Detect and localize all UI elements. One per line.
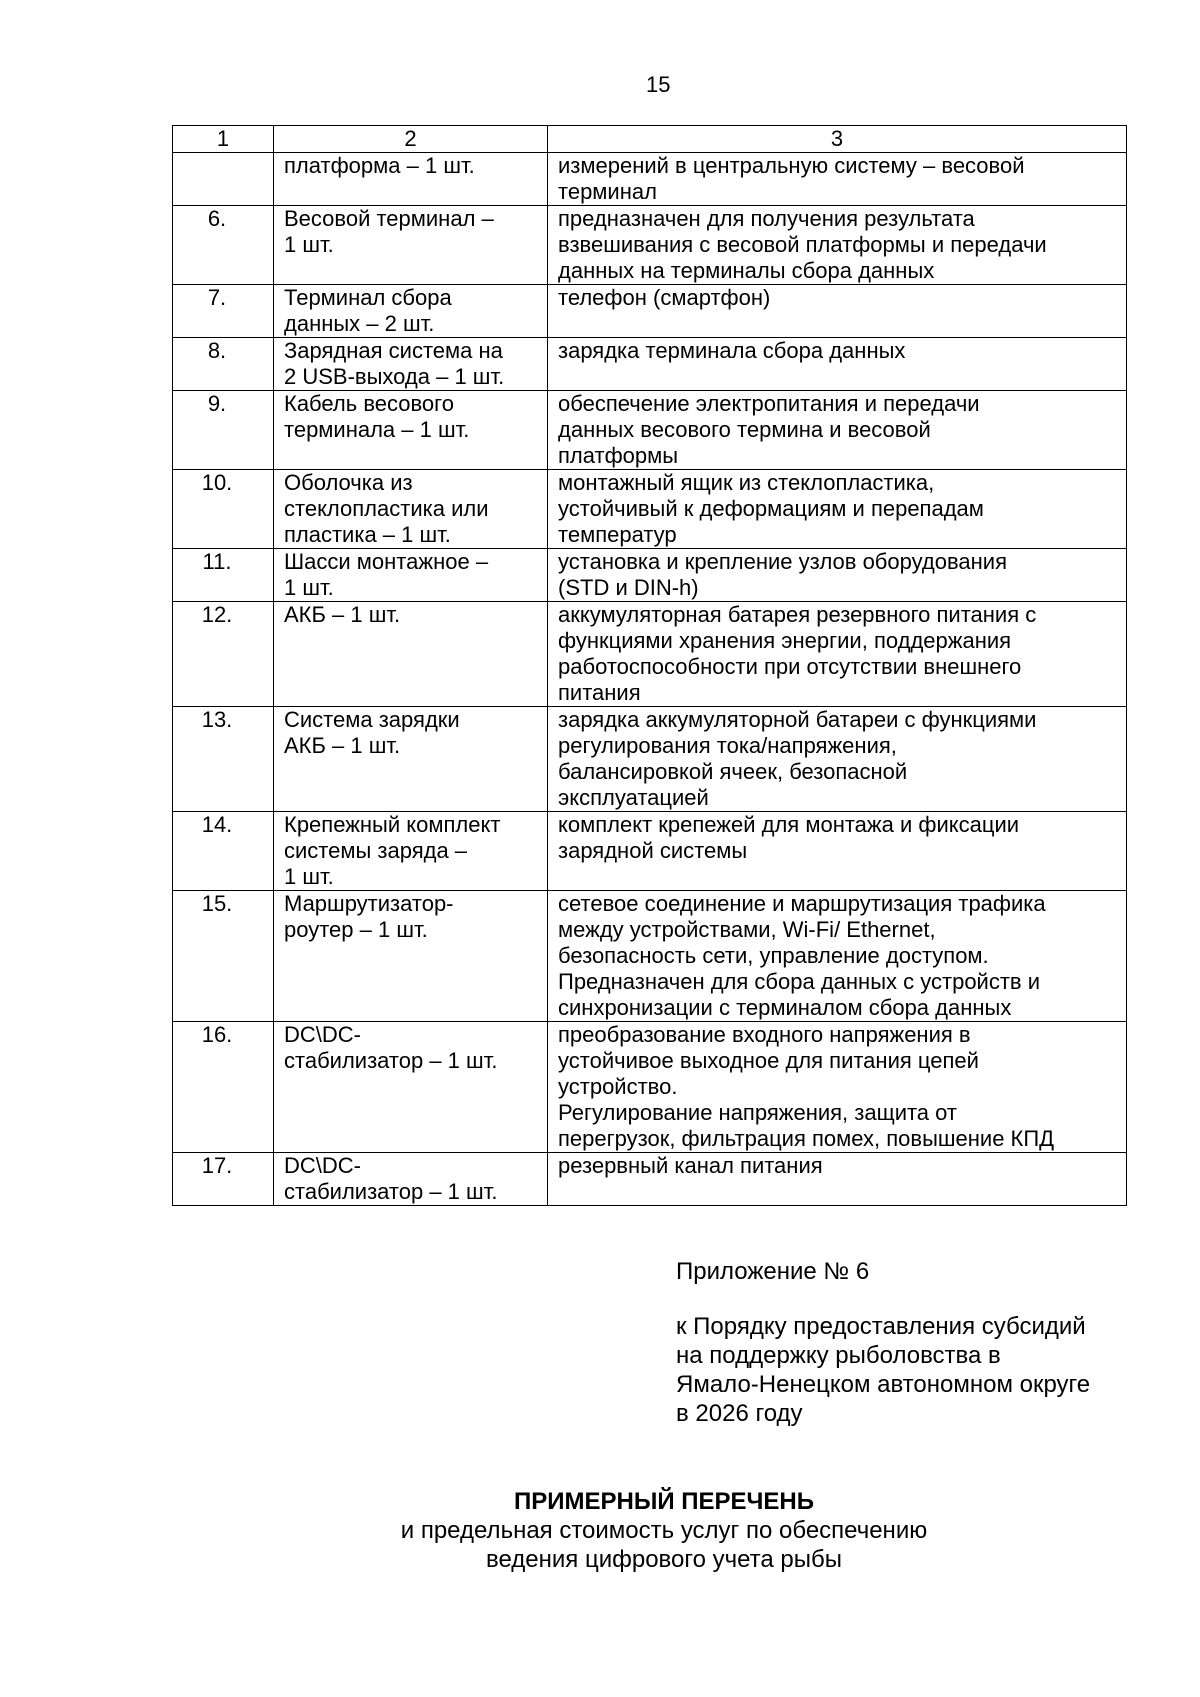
table-row bbox=[173, 812, 1127, 891]
equipment-name-line: Оболочка из bbox=[284, 470, 413, 495]
row-number: 9. bbox=[173, 391, 274, 470]
equipment-name-line: данных – 2 шт. bbox=[284, 311, 435, 336]
equipment-description-line: установка и крепление узлов оборудования bbox=[558, 549, 1008, 574]
document-heading bbox=[172, 1487, 1156, 1574]
table-row bbox=[173, 891, 1127, 1022]
equipment-name bbox=[274, 391, 548, 470]
row-number: 11. bbox=[173, 549, 274, 602]
equipment-description-line: платформы bbox=[558, 443, 679, 468]
equipment-name bbox=[274, 602, 548, 707]
equipment-description-line: зарядка аккумуляторной батареи с функциями bbox=[558, 707, 1037, 732]
equipment-description-line: зарядка терминала сбора данных bbox=[558, 338, 906, 363]
equipment-name-line: пластика – 1 шт. bbox=[284, 522, 451, 547]
heading-line: и предельная стоимость услуг по обеспечению bbox=[400, 1517, 928, 1544]
row-number: 14. bbox=[173, 812, 274, 891]
equipment-description-line: работоспособности при отсутствии внешнего bbox=[558, 654, 1022, 679]
equipment-name-line: Маршрутизатор- bbox=[284, 891, 454, 916]
equipment-description bbox=[548, 812, 1127, 891]
equipment-name bbox=[274, 338, 548, 391]
row-number: 10. bbox=[173, 470, 274, 549]
equipment-name-line: 1 шт. bbox=[284, 864, 334, 889]
equipment-description-line: монтажный ящик из стеклопластика, bbox=[558, 470, 935, 495]
equipment-name-line: АКБ – 1 шт. bbox=[284, 733, 401, 758]
equipment-description bbox=[548, 391, 1127, 470]
equipment-description bbox=[548, 549, 1127, 602]
appendix-line: Ямало-Ненецком автономном округе bbox=[676, 1371, 1091, 1398]
equipment-name bbox=[274, 153, 548, 206]
equipment-description-line: температур bbox=[558, 522, 677, 547]
equipment-table bbox=[172, 125, 1127, 1206]
equipment-description bbox=[548, 602, 1127, 707]
row-number: 17. bbox=[173, 1153, 274, 1206]
row-number bbox=[173, 153, 274, 206]
column-header-2: 2 bbox=[274, 126, 548, 153]
row-number: 6. bbox=[173, 206, 274, 285]
equipment-description-line: обеспечение электропитания и передачи bbox=[558, 391, 980, 416]
equipment-name-line: 1 шт. bbox=[284, 232, 334, 257]
heading-title: ПРИМЕРНЫЙ ПЕРЕЧЕНЬ bbox=[514, 1488, 814, 1515]
equipment-description-line: терминал bbox=[558, 179, 657, 204]
equipment-name-line: терминала – 1 шт. bbox=[284, 417, 470, 442]
equipment-name-line: Крепежный комплект bbox=[284, 812, 501, 837]
equipment-description bbox=[548, 470, 1127, 549]
equipment-description-line: балансировкой ячеек, безопасной bbox=[558, 759, 908, 784]
equipment-description bbox=[548, 285, 1127, 338]
equipment-description-line: регулирования тока/напряжения, bbox=[558, 733, 897, 758]
equipment-description bbox=[548, 891, 1127, 1022]
equipment-description-line: Предназначен для сбора данных с устройств и bbox=[558, 969, 1041, 994]
equipment-description-line: резервный канал питания bbox=[558, 1153, 823, 1178]
equipment-description-line: синхронизации с терминалом сбора данных bbox=[558, 995, 1012, 1020]
table-row bbox=[173, 285, 1127, 338]
row-number: 13. bbox=[173, 707, 274, 812]
table-row bbox=[173, 1153, 1127, 1206]
table-row bbox=[173, 391, 1127, 470]
equipment-name bbox=[274, 891, 548, 1022]
equipment-description-line: устойчивый к деформациям и перепадам bbox=[558, 496, 984, 521]
equipment-name-line: платформа – 1 шт. bbox=[284, 153, 475, 178]
equipment-description-line: перегрузок, фильтрация помех, повышение КПД bbox=[558, 1126, 1055, 1151]
equipment-description bbox=[548, 1153, 1127, 1206]
equipment-name-line: 1 шт. bbox=[284, 575, 334, 600]
row-number: 7. bbox=[173, 285, 274, 338]
equipment-description bbox=[548, 206, 1127, 285]
equipment-description-line: зарядной системы bbox=[558, 838, 748, 863]
appendix-text bbox=[676, 1312, 1090, 1428]
equipment-description-line: безопасность сети, управление доступом. bbox=[558, 943, 989, 968]
equipment-name bbox=[274, 1022, 548, 1153]
column-header-1: 1 bbox=[173, 126, 274, 153]
equipment-description bbox=[548, 153, 1127, 206]
equipment-description bbox=[548, 707, 1127, 812]
equipment-description-line: сетевое соединение и маршрутизация трафика bbox=[558, 891, 1046, 916]
equipment-description-line: измерений в центральную систему – весовой bbox=[558, 153, 1025, 178]
row-number: 15. bbox=[173, 891, 274, 1022]
equipment-description-line: функциями хранения энергии, поддержания bbox=[558, 628, 1012, 653]
equipment-name-line: Весовой терминал – bbox=[284, 206, 494, 231]
equipment-name-line: Шасси монтажное – bbox=[284, 549, 489, 574]
equipment-description-line: данных на терминалы сбора данных bbox=[558, 258, 935, 283]
equipment-name-line: DC\DC- bbox=[284, 1022, 361, 1047]
equipment-name-line: стабилизатор – 1 шт. bbox=[284, 1048, 498, 1073]
equipment-name-line: 2 USB-выхода – 1 шт. bbox=[284, 364, 505, 389]
equipment-name-line: DC\DC- bbox=[284, 1153, 361, 1178]
equipment-description bbox=[548, 1022, 1127, 1153]
equipment-name-line: стеклопластика или bbox=[284, 496, 489, 521]
equipment-name-line: Кабель весового bbox=[284, 391, 454, 416]
equipment-description-line: предназначен для получения результата bbox=[558, 206, 975, 231]
table-row bbox=[173, 153, 1127, 206]
appendix-line: к Порядку предоставления субсидий bbox=[676, 1313, 1086, 1340]
equipment-name-line: АКБ – 1 шт. bbox=[284, 602, 401, 627]
equipment-name bbox=[274, 470, 548, 549]
table-row bbox=[173, 602, 1127, 707]
equipment-description-line: питания bbox=[558, 680, 641, 705]
table-row bbox=[173, 707, 1127, 812]
equipment-description-line: комплект крепежей для монтажа и фиксации bbox=[558, 812, 1020, 837]
equipment-description-line: аккумуляторная батарея резервного питания с bbox=[558, 602, 1037, 627]
equipment-name bbox=[274, 206, 548, 285]
appendix-title: Приложение № 6 bbox=[676, 1258, 870, 1285]
table-header-row bbox=[173, 126, 1127, 153]
appendix-block bbox=[676, 1257, 1090, 1428]
equipment-description-line: устройство. bbox=[558, 1074, 678, 1099]
table-row bbox=[173, 1022, 1127, 1153]
equipment-description bbox=[548, 338, 1127, 391]
equipment-name bbox=[274, 812, 548, 891]
equipment-description-line: взвешивания с весовой платформы и передачи bbox=[558, 232, 1047, 257]
equipment-name-line: стабилизатор – 1 шт. bbox=[284, 1179, 498, 1204]
equipment-description-line: между устройствами, Wi-Fi/ Ethernet, bbox=[558, 917, 936, 942]
appendix-line: на поддержку рыболовства в bbox=[676, 1342, 1001, 1369]
equipment-description-line: Регулирование напряжения, защита от bbox=[558, 1100, 957, 1125]
equipment-name bbox=[274, 1153, 548, 1206]
equipment-name-line: Система зарядки bbox=[284, 707, 460, 732]
equipment-name-line: роутер – 1 шт. bbox=[284, 917, 428, 942]
equipment-description-line: преобразование входного напряжения в bbox=[558, 1022, 971, 1047]
equipment-description-line: данных весового термина и весовой bbox=[558, 417, 931, 442]
equipment-description-line: (STD и DIN-h) bbox=[558, 575, 699, 600]
equipment-description-line: эксплуатацией bbox=[558, 785, 709, 810]
column-header-3: 3 bbox=[548, 126, 1127, 153]
equipment-name bbox=[274, 707, 548, 812]
table-body bbox=[173, 153, 1127, 1206]
table-row bbox=[173, 338, 1127, 391]
row-number: 16. bbox=[173, 1022, 274, 1153]
equipment-description-line: телефон (смартфон) bbox=[558, 285, 771, 310]
table-row bbox=[173, 549, 1127, 602]
heading-line: ведения цифрового учета рыбы bbox=[485, 1546, 843, 1573]
equipment-description-line: устойчивое выходное для питания цепей bbox=[558, 1048, 979, 1073]
equipment-name-line: системы заряда – bbox=[284, 838, 468, 863]
row-number: 12. bbox=[173, 602, 274, 707]
equipment-name-line: Терминал сбора bbox=[284, 285, 452, 310]
page-number: 15 bbox=[646, 72, 671, 97]
equipment-name bbox=[274, 549, 548, 602]
heading-subtitle bbox=[172, 1516, 1156, 1574]
appendix-line: в 2026 году bbox=[676, 1400, 803, 1427]
table-row bbox=[173, 470, 1127, 549]
table-header bbox=[173, 126, 1127, 153]
equipment-name-line: Зарядная система на bbox=[284, 338, 503, 363]
row-number: 8. bbox=[173, 338, 274, 391]
table-row bbox=[173, 206, 1127, 285]
equipment-name bbox=[274, 285, 548, 338]
